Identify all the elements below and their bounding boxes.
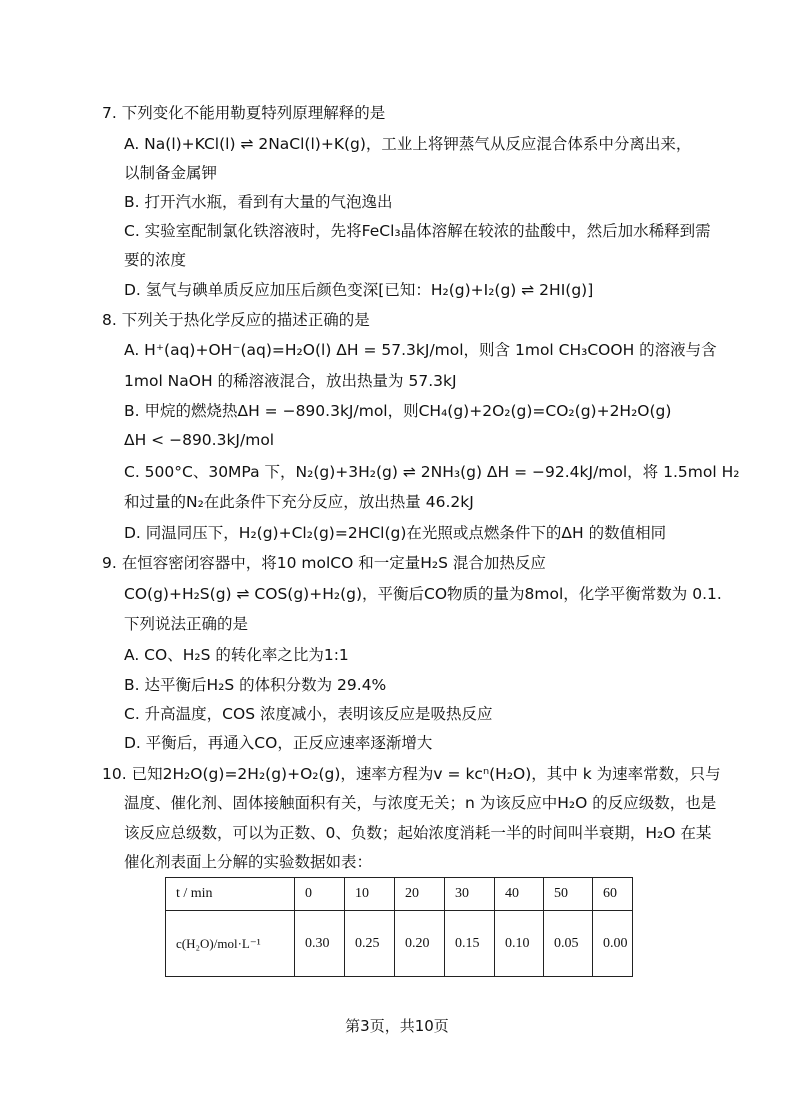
page-footer: 第3页，共10页 — [345, 1017, 449, 1035]
text-line-q8: 8. 下列关于热化学反应的描述正确的是 — [102, 311, 370, 329]
table-cell: 0.20 — [395, 911, 445, 977]
table-cell: 0.25 — [345, 911, 395, 977]
text-line-q7d: D. 氢气与碘单质反应加压后颜色变深[已知：H₂(g)+I₂(g) ⇌ 2HI(g)] — [124, 281, 594, 299]
text-line-q8a2: 1mol NaOH 的稀溶液混合，放出热量为 57.3kJ — [124, 372, 457, 390]
text-line-q9o3: C. 升高温度，COS 浓度减小，表明该反应是吸热反应 — [124, 705, 493, 723]
table-header-time: t / min — [166, 878, 295, 911]
table-cell: 20 — [395, 878, 445, 911]
table-row-concentration — [166, 911, 633, 977]
text-line-q9o4: D. 平衡后，再通入CO，正反应速率逐渐增大 — [124, 734, 433, 752]
text-line-q7c2: 要的浓度 — [124, 251, 187, 269]
text-line-q8a: A. H⁺(aq)+OH⁻(aq)=H₂O(l) ΔH = 57.3kJ/mol，则含 1mol CH₃COOH 的溶液与含 — [124, 341, 717, 359]
table-cell: 0.00 — [593, 911, 633, 977]
table-cell: 0.05 — [544, 911, 593, 977]
table-row-time — [166, 878, 633, 911]
text-line-q8b2: ΔH < −890.3kJ/mol — [124, 431, 275, 449]
half-life-data-table — [165, 877, 633, 977]
text-line-q9: 9. 在恒容密闭容器中，将10 molCO 和一定量H₂S 混合加热反应 — [102, 554, 546, 572]
table-cell: 40 — [495, 878, 544, 911]
text-line-q7a: A. Na(l)+KCl(l) ⇌ 2NaCl(l)+K(g)，工业上将钾蒸气从反应混合体系中分离出来， — [124, 135, 692, 153]
text-line-q8c: C. 500°C、30MPa 下，N₂(g)+3H₂(g) ⇌ 2NH₃(g) ΔH = −92.4kJ/mol，将 1.5mol H₂ — [124, 463, 740, 481]
text-line-q7: 7. 下列变化不能用勒夏特列原理解释的是 — [102, 104, 386, 122]
text-line-q10c: 该反应总级数，可以为正数、0、负数；起始浓度消耗一半的时间叫半衰期，H₂O 在某 — [124, 824, 712, 842]
text-line-q9b: CO(g)+H₂S(g) ⇌ COS(g)+H₂(g)，平衡后CO物质的量为8mol，化学平衡常数为 0.1. — [124, 585, 722, 603]
text-line-q9o2: B. 达平衡后H₂S 的体积分数为 29.4% — [124, 676, 387, 694]
text-line-q8b: B. 甲烷的燃烧热ΔH = −890.3kJ/mol，则CH₄(g)+2O₂(g)=CO₂(g)+2H₂O(g) — [124, 402, 672, 420]
table-header-concentration: c(H₂O)/mol·L⁻¹ — [166, 911, 295, 977]
table-cell: 60 — [593, 878, 633, 911]
text-line-q10d: 催化剂表面上分解的实验数据如表： — [124, 853, 373, 871]
text-line-q10b: 温度、催化剂、固体接触面积有关，与浓度无关；n 为该反应中H₂O 的反应级数，也是 — [124, 794, 717, 812]
text-line-q9c: 下列说法正确的是 — [124, 615, 249, 633]
table-cell: 0.10 — [495, 911, 544, 977]
table-cell: 0.30 — [295, 911, 345, 977]
table-cell: 10 — [345, 878, 395, 911]
text-line-q10: 10. 已知2H₂O(g)=2H₂(g)+O₂(g)，速率方程为v = kcⁿ(H₂O)，其中 k 为速率常数，只与 — [102, 765, 721, 783]
text-line-q7c: C. 实验室配制氯化铁溶液时，先将FeCl₃晶体溶解在较浓的盐酸中，然后加水稀释到需 — [124, 222, 711, 240]
table-cell: 50 — [544, 878, 593, 911]
text-line-q8d: D. 同温同压下，H₂(g)+Cl₂(g)=2HCl(g)在光照或点燃条件下的ΔH 的数值相同 — [124, 524, 667, 542]
table-cell: 30 — [445, 878, 495, 911]
text-line-q8c2: 和过量的N₂在此条件下充分反应，放出热量 46.2kJ — [124, 493, 474, 511]
table-cell: 0.15 — [445, 911, 495, 977]
text-line-q7a2: 以制备金属钾 — [124, 164, 218, 182]
text-line-q9o1: A. CO、H₂S 的转化率之比为1:1 — [124, 646, 349, 664]
text-line-q7b: B. 打开汽水瓶，看到有大量的气泡逸出 — [124, 193, 393, 211]
table-cell: 0 — [295, 878, 345, 911]
